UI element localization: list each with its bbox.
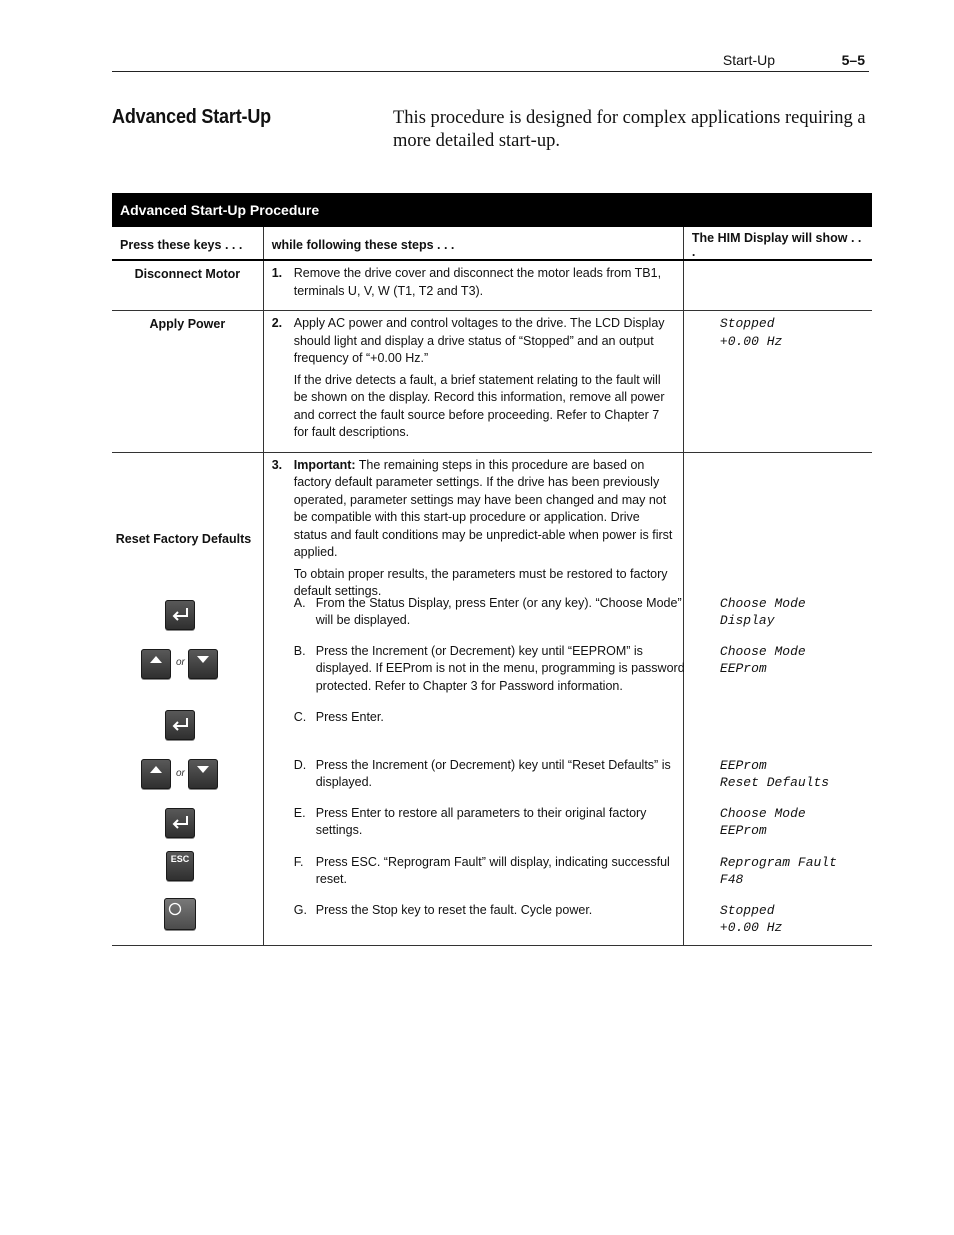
substep-text: From the Status Display, press Enter (or any key). “Choose Mode” will be displayed. — [315, 595, 682, 627]
enter-key-icon — [165, 600, 195, 630]
step-note: To obtain proper results, the parameters must be restored to factory default settings. — [293, 566, 668, 598]
page-number: 5–5 — [841, 52, 865, 68]
step-number: 1. — [271, 266, 283, 280]
or-label: or — [176, 656, 185, 668]
substep-text: Press the Stop key to reset the fault. Cycle power. — [315, 902, 593, 917]
esc-key-icon — [166, 851, 194, 881]
substep-letter: A. — [293, 595, 306, 610]
him-display: Stopped +0.00 Hz — [719, 316, 783, 349]
column-header-keys: Press these keys . . . — [112, 227, 263, 260]
step-note: If the drive detects a fault, a brief statement relating to the fault will be shown on the display. Record this information, remove all power and correct the fault source before proceeding. Refer to Chapter 7 for fault descriptions. — [293, 372, 665, 439]
substep-item — [264, 595, 699, 630]
substep-letter: D. — [293, 757, 307, 772]
procedure-table — [112, 193, 872, 946]
stop-key-icon — [164, 898, 196, 930]
decrement-key-icon — [188, 759, 218, 789]
step-number: 2. — [271, 316, 283, 330]
increment-key-icon — [141, 759, 171, 789]
substep-item — [264, 709, 699, 727]
substep-text: Press Enter. — [315, 709, 384, 724]
enter-key-icon — [165, 808, 195, 838]
him-display: Choose Mode EEProm — [719, 805, 806, 838]
table-row — [112, 311, 872, 453]
him-display: Choose Mode Display — [719, 595, 806, 628]
esc-key-label: ESC — [170, 853, 190, 864]
step-text: The remaining steps in this procedure are based on factory default parameter settings. If the drive has been previously operated, parameter settings may have been changed and may not be compatible with this start-up procedure or application. Drive status and fault conditions may be unpredict-able when power is first applied. — [293, 457, 673, 559]
enter-key-icon — [165, 710, 195, 740]
column-header-display: The HIM Display will show . . . — [683, 227, 872, 260]
him-display: Stopped +0.00 Hz — [719, 902, 783, 935]
step-text: Apply AC power and control voltages to the drive. The LCD Display should light and display a drive status of “Stopped” and an output frequency of “+0.00 Hz.” — [293, 316, 665, 365]
him-display: EEProm Reset Defaults — [719, 757, 830, 790]
substep-text: Press ESC. “Reprogram Fault” will display, indicating successful reset. — [315, 854, 670, 886]
him-display: Choose Mode EEProm — [719, 643, 806, 676]
him-display: Reprogram Fault F48 — [719, 854, 837, 887]
substep-text: Press Enter to restore all parameters to their original factory settings. — [315, 805, 647, 837]
substep-item — [264, 902, 699, 920]
substep-item — [264, 805, 699, 840]
table-row — [112, 452, 872, 945]
key-label: Disconnect Motor — [134, 267, 241, 281]
substep-letter: B. — [293, 643, 306, 658]
table-row — [112, 260, 872, 311]
column-header-steps: while following these steps . . . — [263, 227, 683, 260]
or-label: or — [176, 767, 185, 779]
substep-item — [264, 854, 699, 889]
substep-text: Press the Increment (or Decrement) key until “EEPROM” is displayed. If EEProm is not in the menu, programming is password protected. Refer to Chapter 3 for Password information. — [315, 643, 685, 693]
step-number: 3. — [271, 457, 283, 472]
table-title: Advanced Start-Up Procedure — [112, 193, 872, 227]
substep-letter: F. — [293, 854, 304, 869]
substep-letter: E. — [293, 805, 306, 820]
substep-letter: C. — [293, 709, 307, 724]
intro-paragraph: This procedure is designed for complex applications requiring a more detailed start-up. — [393, 108, 866, 151]
substep-text: Press the Increment (or Decrement) key until “Reset Defaults” is displayed. — [315, 757, 671, 789]
section-title: Advanced Start-Up — [112, 106, 271, 128]
key-label: Reset Factory Defaults — [115, 531, 252, 546]
decrement-key-icon — [188, 649, 218, 679]
section-name: Start-Up — [722, 52, 775, 68]
substep-item — [264, 643, 699, 696]
substep-item — [264, 757, 699, 792]
page-header — [112, 52, 869, 72]
important-label: Important: — [293, 457, 356, 472]
step-text: Remove the drive cover and disconnect the motor leads from TB1, terminals U, V, W (T1, T2 and T3). — [293, 266, 662, 298]
key-label: Apply Power — [149, 317, 226, 331]
increment-key-icon — [141, 649, 171, 679]
substep-letter: G. — [293, 902, 307, 917]
